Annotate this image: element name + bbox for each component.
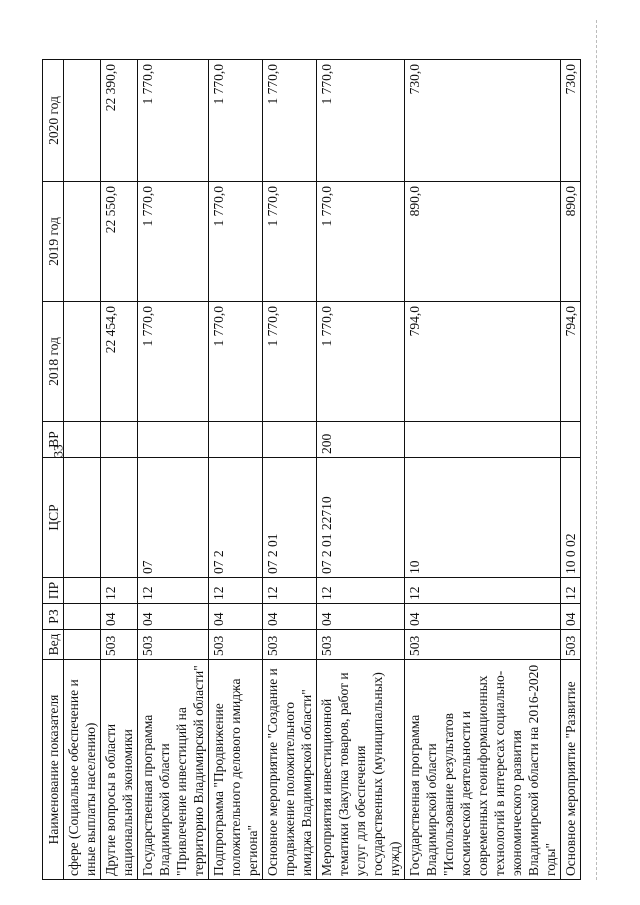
cell-csr: [64, 458, 101, 578]
cell-csr: 07 2 01 22710: [317, 458, 405, 578]
cell-csr: 10: [405, 458, 561, 578]
cell-vr: [138, 422, 209, 458]
table-row: [64, 60, 101, 880]
cell-2020: 22 390,0: [101, 60, 138, 182]
header-2018: 2018 год: [43, 302, 64, 422]
header-rz: РЗ: [43, 604, 64, 630]
cell-pr: 12: [101, 578, 138, 604]
cell-rz: 04: [101, 604, 138, 630]
cell-ved: 503: [101, 630, 138, 660]
cell-2020: [64, 60, 101, 182]
table-row: [561, 60, 581, 880]
cell-2020: 1 770,0: [317, 60, 405, 182]
cell-name: Государственная программа Владимирской области "Привлечение инвестиций на территорию Владимирской области": [138, 660, 209, 880]
cell-pr: 12: [263, 578, 317, 604]
cell-2018: [64, 302, 101, 422]
cell-csr: 07 2: [209, 458, 263, 578]
cell-name: Основное мероприятие "Развитие: [561, 660, 581, 880]
cell-2020: 1 770,0: [263, 60, 317, 182]
cell-2019: 1 770,0: [138, 182, 209, 302]
cell-rz: [64, 604, 101, 630]
header-name: Наименование показателя: [43, 660, 64, 880]
rotated-page: [42, 60, 598, 880]
cell-2018: 1 770,0: [138, 302, 209, 422]
header-2019: 2019 год: [43, 182, 64, 302]
cell-rz: 04: [317, 604, 405, 630]
cell-2020: 1 770,0: [209, 60, 263, 182]
page-number: 33: [50, 444, 66, 458]
cell-csr: 10 0 02: [561, 458, 581, 578]
cell-ved: 503: [405, 630, 561, 660]
cell-2019: 890,0: [405, 182, 561, 302]
cell-2018: 1 770,0: [317, 302, 405, 422]
header-vr: ВР: [43, 422, 64, 458]
cell-name: сфере (Социальное обеспечение и иные выплаты населению): [64, 660, 101, 880]
cell-2019: 890,0: [561, 182, 581, 302]
cell-rz: 04: [561, 604, 581, 630]
header-ved: Вед: [43, 630, 64, 660]
cell-csr: 07 2 01: [263, 458, 317, 578]
cell-name: Мероприятия инвестиционной тематики (Закупка товаров, работ и услуг для обеспечения государственных (муниципальных) нужд): [317, 660, 405, 880]
cell-vr: [561, 422, 581, 458]
cell-vr: [64, 422, 101, 458]
cell-name: Государственная программа Владимирской области "Использование результатов космической деятельности и современных геоинформационных технологий в интересах социально-экономического развития Владимирской области на 2016-2020 годы": [405, 660, 561, 880]
cell-ved: 503: [263, 630, 317, 660]
cell-2020: 730,0: [405, 60, 561, 182]
cell-rz: 04: [405, 604, 561, 630]
cell-name: Подпрограмма "Продвижение положительного делового имиджа региона": [209, 660, 263, 880]
cell-2018: 1 770,0: [209, 302, 263, 422]
cell-pr: 12: [138, 578, 209, 604]
cell-name: Другие вопросы в области национальной экономики: [101, 660, 138, 880]
cell-2018: 22 454,0: [101, 302, 138, 422]
cell-vr: 200: [317, 422, 405, 458]
cell-pr: 12: [561, 578, 581, 604]
cell-2018: 794,0: [405, 302, 561, 422]
table-row: [209, 60, 263, 880]
cell-2020: 1 770,0: [138, 60, 209, 182]
table-row: [317, 60, 405, 880]
cell-2018: 1 770,0: [263, 302, 317, 422]
cell-2019: 22 550,0: [101, 182, 138, 302]
cell-ved: 503: [561, 630, 581, 660]
cell-2019: 1 770,0: [209, 182, 263, 302]
table-row: [405, 60, 561, 880]
cell-2019: 1 770,0: [317, 182, 405, 302]
table-row: [138, 60, 209, 880]
table-row: [263, 60, 317, 880]
budget-table: [42, 59, 581, 880]
cell-csr: 07: [138, 458, 209, 578]
header-2020: 2020 год: [43, 60, 64, 182]
cell-ved: 503: [209, 630, 263, 660]
cell-name: Основное мероприятие "Создание и продвижение положительного имиджа Владимирской области": [263, 660, 317, 880]
cell-pr: 12: [405, 578, 561, 604]
cell-rz: 04: [263, 604, 317, 630]
header-csr: ЦСР: [43, 458, 64, 578]
cell-pr: 12: [317, 578, 405, 604]
cell-vr: [209, 422, 263, 458]
header-row: [43, 60, 64, 880]
header-pr: ПР: [43, 578, 64, 604]
cell-rz: 04: [138, 604, 209, 630]
cell-ved: [64, 630, 101, 660]
cell-csr: [101, 458, 138, 578]
cell-ved: 503: [317, 630, 405, 660]
cell-vr: [405, 422, 561, 458]
cell-rz: 04: [209, 604, 263, 630]
cell-vr: [101, 422, 138, 458]
table-row: [101, 60, 138, 880]
cell-2019: [64, 182, 101, 302]
cell-vr: [263, 422, 317, 458]
cell-2019: 1 770,0: [263, 182, 317, 302]
cell-2020: 730,0: [561, 60, 581, 182]
cell-pr: 12: [209, 578, 263, 604]
cell-2018: 794,0: [561, 302, 581, 422]
cell-ved: 503: [138, 630, 209, 660]
cell-pr: [64, 578, 101, 604]
